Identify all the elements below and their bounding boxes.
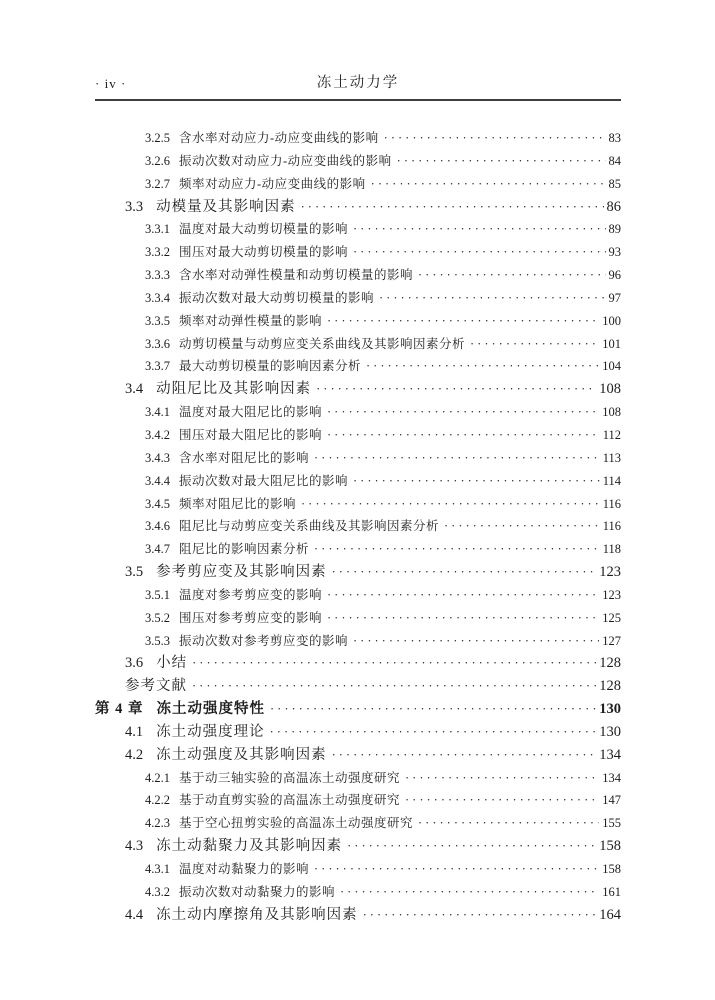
toc-entry-number: 3.2.5 (145, 131, 170, 145)
toc-entry-number: 3.5 (125, 564, 144, 581)
toc-entry-number: 3.4.7 (145, 542, 170, 557)
toc-entry-title: 冻土动强度及其影响因素 (156, 746, 327, 763)
toc-entry (95, 127, 621, 150)
toc-leader-dots (353, 241, 605, 264)
toc-entry-title: 冻土动黏聚力及其影响因素 (156, 838, 343, 855)
toc-entry-page: 89 (608, 222, 621, 237)
toc-entry (95, 538, 621, 561)
toc-entry-page: 123 (602, 587, 621, 602)
toc-entry-number: 3.3.3 (145, 268, 170, 283)
toc-entry-page: 108 (602, 405, 621, 420)
toc-entry-title: 阻尼比与动剪应变关系曲线及其影响因素分析 (179, 519, 440, 534)
toc-entry-title: 阻尼比的影响因素分析 (179, 542, 310, 557)
toc-leader-dots (192, 652, 596, 675)
toc-entry (95, 401, 621, 424)
toc-entry-page: 116 (602, 519, 621, 534)
toc-entry-title: 振动次数对最大动剪切模量的影响 (179, 290, 375, 305)
toc-entry-page: 125 (602, 610, 621, 625)
toc-leader-dots (301, 196, 604, 219)
toc-entry-number: 3.6 (125, 655, 144, 672)
toc-entry-title: 振动次数对参考剪应变的影响 (179, 633, 349, 648)
toc-entry-page: 127 (602, 633, 621, 648)
toc-leader-dots (316, 378, 596, 401)
toc-entry-number: 3.5.1 (145, 587, 170, 602)
toc-entry-number: 3.2.7 (145, 176, 170, 191)
toc-entry (95, 767, 621, 790)
toc-entry (95, 698, 621, 721)
toc-leader-dots (327, 401, 599, 424)
toc-entry-title: 围压对参考剪应变的影响 (179, 610, 323, 625)
toc-leader-dots (405, 767, 599, 790)
toc-leader-dots (314, 858, 599, 881)
toc-entry-number: 4.2.3 (145, 816, 170, 831)
page-header (95, 0, 621, 101)
toc-entry-page: 134 (599, 746, 621, 763)
toc-entry-number: 4.2.1 (145, 770, 170, 785)
toc-entry-number: 3.3.6 (145, 336, 170, 351)
toc-leader-dots (347, 835, 596, 858)
toc-entry-title: 振动次数对最大阻尼比的影响 (179, 473, 349, 488)
toc-entry (95, 789, 621, 812)
toc-leader-dots (270, 721, 597, 744)
toc-entry-page: 118 (602, 542, 621, 557)
toc-entry (95, 584, 621, 607)
toc-entry-title: 基于动三轴实验的高温冻土动强度研究 (179, 770, 401, 785)
toc-entry-number: 4.1 (125, 723, 144, 740)
toc-entry (95, 812, 621, 835)
toc-entry (95, 881, 621, 904)
toc-entry-number: 3.4.4 (145, 473, 170, 488)
toc-entry-number: 3.2.6 (145, 153, 170, 168)
toc-entry-title: 最大动剪切模量的影响因素分析 (179, 359, 362, 374)
toc-entry-page: 158 (602, 862, 621, 876)
toc-entry-page: 86 (606, 198, 621, 215)
toc-entry-number: 3.4 (125, 381, 144, 398)
toc-leader-dots (379, 287, 605, 310)
toc-entry-page: 97 (608, 290, 621, 305)
toc-leader-dots (327, 584, 599, 607)
toc-entry-page: 96 (608, 268, 621, 283)
toc-entry (95, 744, 621, 767)
toc-entry-number: 4.2 (125, 746, 144, 763)
toc-leader-dots (353, 218, 605, 241)
toc-entry-page: 123 (599, 564, 621, 581)
toc-entry-number: 4.3 (125, 838, 144, 855)
toc-entry-title: 振动次数对动应力-动应变曲线的影响 (179, 153, 392, 168)
toc-entry-number: 4.3.1 (145, 862, 170, 876)
toc-leader-dots (327, 424, 600, 447)
toc-entry-page: 130 (599, 723, 621, 740)
toc-entry (95, 173, 621, 196)
toc-entry-title: 基于空心扭剪实验的高温冻土动强度研究 (179, 816, 414, 831)
toc-entry (95, 218, 621, 241)
toc-entry (95, 835, 621, 858)
toc-entry-page: 114 (602, 473, 621, 488)
toc-entry (95, 287, 621, 310)
toc-leader-dots (397, 150, 606, 173)
folio-page-number: · iv · (95, 76, 127, 91)
toc-entry (95, 447, 621, 470)
toc-entry (95, 607, 621, 630)
toc-entry (95, 858, 621, 881)
toc-leader-dots (384, 127, 606, 150)
toc-entry-number: 第 4 章 (95, 701, 144, 718)
toc-entry-page: 104 (602, 359, 621, 374)
toc-entry (95, 493, 621, 516)
toc-entry-title: 含水率对阻尼比的影响 (179, 450, 310, 465)
toc-entry-number: 3.3.4 (145, 290, 170, 305)
toc-entry-number: 3.4.1 (145, 405, 170, 420)
toc-entry (95, 675, 621, 698)
toc-entry (95, 424, 621, 447)
toc-entry (95, 904, 621, 927)
toc-entry-number: 3.5.2 (145, 610, 170, 625)
toc-leader-dots (405, 789, 599, 812)
toc-entry-title: 动剪切模量与动剪应变关系曲线及其影响因素分析 (179, 336, 466, 351)
toc-entry-title: 温度对参考剪应变的影响 (179, 587, 323, 602)
toc-leader-dots (332, 744, 597, 767)
toc-leader-dots (340, 881, 599, 904)
toc-entry-title: 频率对动应力-动应变曲线的影响 (179, 176, 366, 191)
toc-entry-title: 频率对阻尼比的影响 (179, 496, 297, 511)
toc-entry-title: 振动次数对动黏聚力的影响 (179, 884, 336, 899)
toc-leader-dots (301, 493, 600, 516)
toc-entry-page: 130 (599, 701, 621, 718)
toc-entry-page: 147 (602, 793, 621, 808)
toc-leader-dots (327, 607, 599, 630)
toc-entry-number: 3.4.3 (145, 450, 170, 465)
toc-entry-title: 围压对最大动剪切模量的影响 (179, 245, 349, 260)
toc-entry (95, 196, 621, 219)
toc-entry-page: 84 (608, 153, 621, 168)
toc-entry (95, 150, 621, 173)
toc-entry-title: 冻土动内摩擦角及其影响因素 (156, 906, 358, 923)
toc-entry-number: 3.3.1 (145, 222, 170, 237)
toc-leader-dots (270, 698, 596, 721)
toc-leader-dots (327, 310, 599, 333)
toc-entry (95, 264, 621, 287)
toc-entry-title: 小结 (156, 655, 188, 672)
toc-entry-page: 112 (602, 427, 621, 442)
toc-entry-title: 动阻尼比及其影响因素 (156, 381, 312, 398)
toc-entry (95, 470, 621, 493)
toc-entry-title: 频率对动弹性模量的影响 (179, 313, 323, 328)
toc-entry-page: 158 (599, 838, 621, 855)
toc-entry-title: 含水率对动弹性模量和动剪切模量的影响 (179, 268, 414, 283)
toc-entry-page: 128 (599, 678, 621, 695)
toc-entry-number: 3.5.3 (145, 633, 170, 648)
toc-entry-number: 3.4.6 (145, 519, 170, 534)
toc-entry-page: 164 (599, 906, 621, 923)
toc-entry-number: 4.3.2 (145, 884, 170, 899)
toc-entry-page: 113 (602, 450, 621, 465)
toc-leader-dots (470, 333, 599, 356)
toc-entry-title: 冻土动强度理论 (156, 723, 265, 740)
toc-entry-number: 3.3.2 (145, 245, 170, 260)
toc-entry-number: 3.4.2 (145, 427, 170, 442)
toc-leader-dots (371, 173, 606, 196)
toc-entry-title: 基于动直剪实验的高温冻土动强度研究 (179, 793, 401, 808)
toc-leader-dots (353, 470, 600, 493)
toc-leader-dots (363, 904, 597, 927)
toc-entry-title: 含水率对动应力-动应变曲线的影响 (179, 131, 379, 145)
toc-entry-page: 116 (602, 496, 621, 511)
toc-entry-number: 3.3.7 (145, 359, 170, 374)
toc-entry-title: 动模量及其影响因素 (156, 198, 296, 215)
toc-entry (95, 333, 621, 356)
toc-entry-page: 108 (599, 381, 621, 398)
toc-entry-page: 93 (608, 245, 621, 260)
toc-entry-title: 温度对最大阻尼比的影响 (179, 405, 323, 420)
toc-entry-page: 85 (608, 176, 621, 191)
toc-leader-dots (418, 812, 599, 835)
toc-leader-dots (314, 538, 600, 561)
toc-leader-dots (314, 447, 600, 470)
toc-entry (95, 652, 621, 675)
toc-entry-page: 161 (602, 884, 621, 899)
toc-entry-number: 4.2.2 (145, 793, 170, 808)
toc-entry-page: 128 (599, 655, 621, 672)
toc-leader-dots (353, 630, 599, 653)
toc-entry-title: 参考剪应变及其影响因素 (156, 564, 327, 581)
running-title: 冻土动力学 (316, 75, 400, 91)
toc-entry-number: 4.4 (125, 906, 144, 923)
toc-entry-page: 155 (602, 816, 621, 831)
toc-leader-dots (192, 675, 596, 698)
toc-entry-title: 温度对最大动剪切模量的影响 (179, 222, 349, 237)
toc-leader-dots (418, 264, 605, 287)
page-content (95, 0, 621, 927)
toc-leader-dots (366, 355, 599, 378)
toc-entry-title: 温度对动黏聚力的影响 (179, 862, 310, 876)
toc-entry-number: 3.3.5 (145, 313, 170, 328)
toc-entry-page: 83 (608, 131, 621, 145)
toc-entry-title: 冻土动强度特性 (156, 701, 265, 718)
toc-entry (95, 721, 621, 744)
toc-entry (95, 310, 621, 333)
toc-entry (95, 378, 621, 401)
toc-entry (95, 515, 621, 538)
toc-entry-number: 3.4.5 (145, 496, 170, 511)
table-of-contents (95, 127, 621, 927)
toc-entry-number: 3.3 (125, 198, 144, 215)
toc-entry (95, 630, 621, 653)
toc-entry-title: 围压对最大阻尼比的影响 (179, 427, 323, 442)
toc-entry-title: 参考文献 (125, 678, 187, 695)
toc-entry (95, 355, 621, 378)
toc-entry-page: 101 (602, 336, 621, 351)
toc-entry-page: 134 (602, 770, 621, 785)
toc-leader-dots (332, 561, 597, 584)
toc-leader-dots (444, 515, 600, 538)
toc-entry (95, 561, 621, 584)
toc-entry-page: 100 (602, 313, 621, 328)
toc-entry (95, 241, 621, 264)
